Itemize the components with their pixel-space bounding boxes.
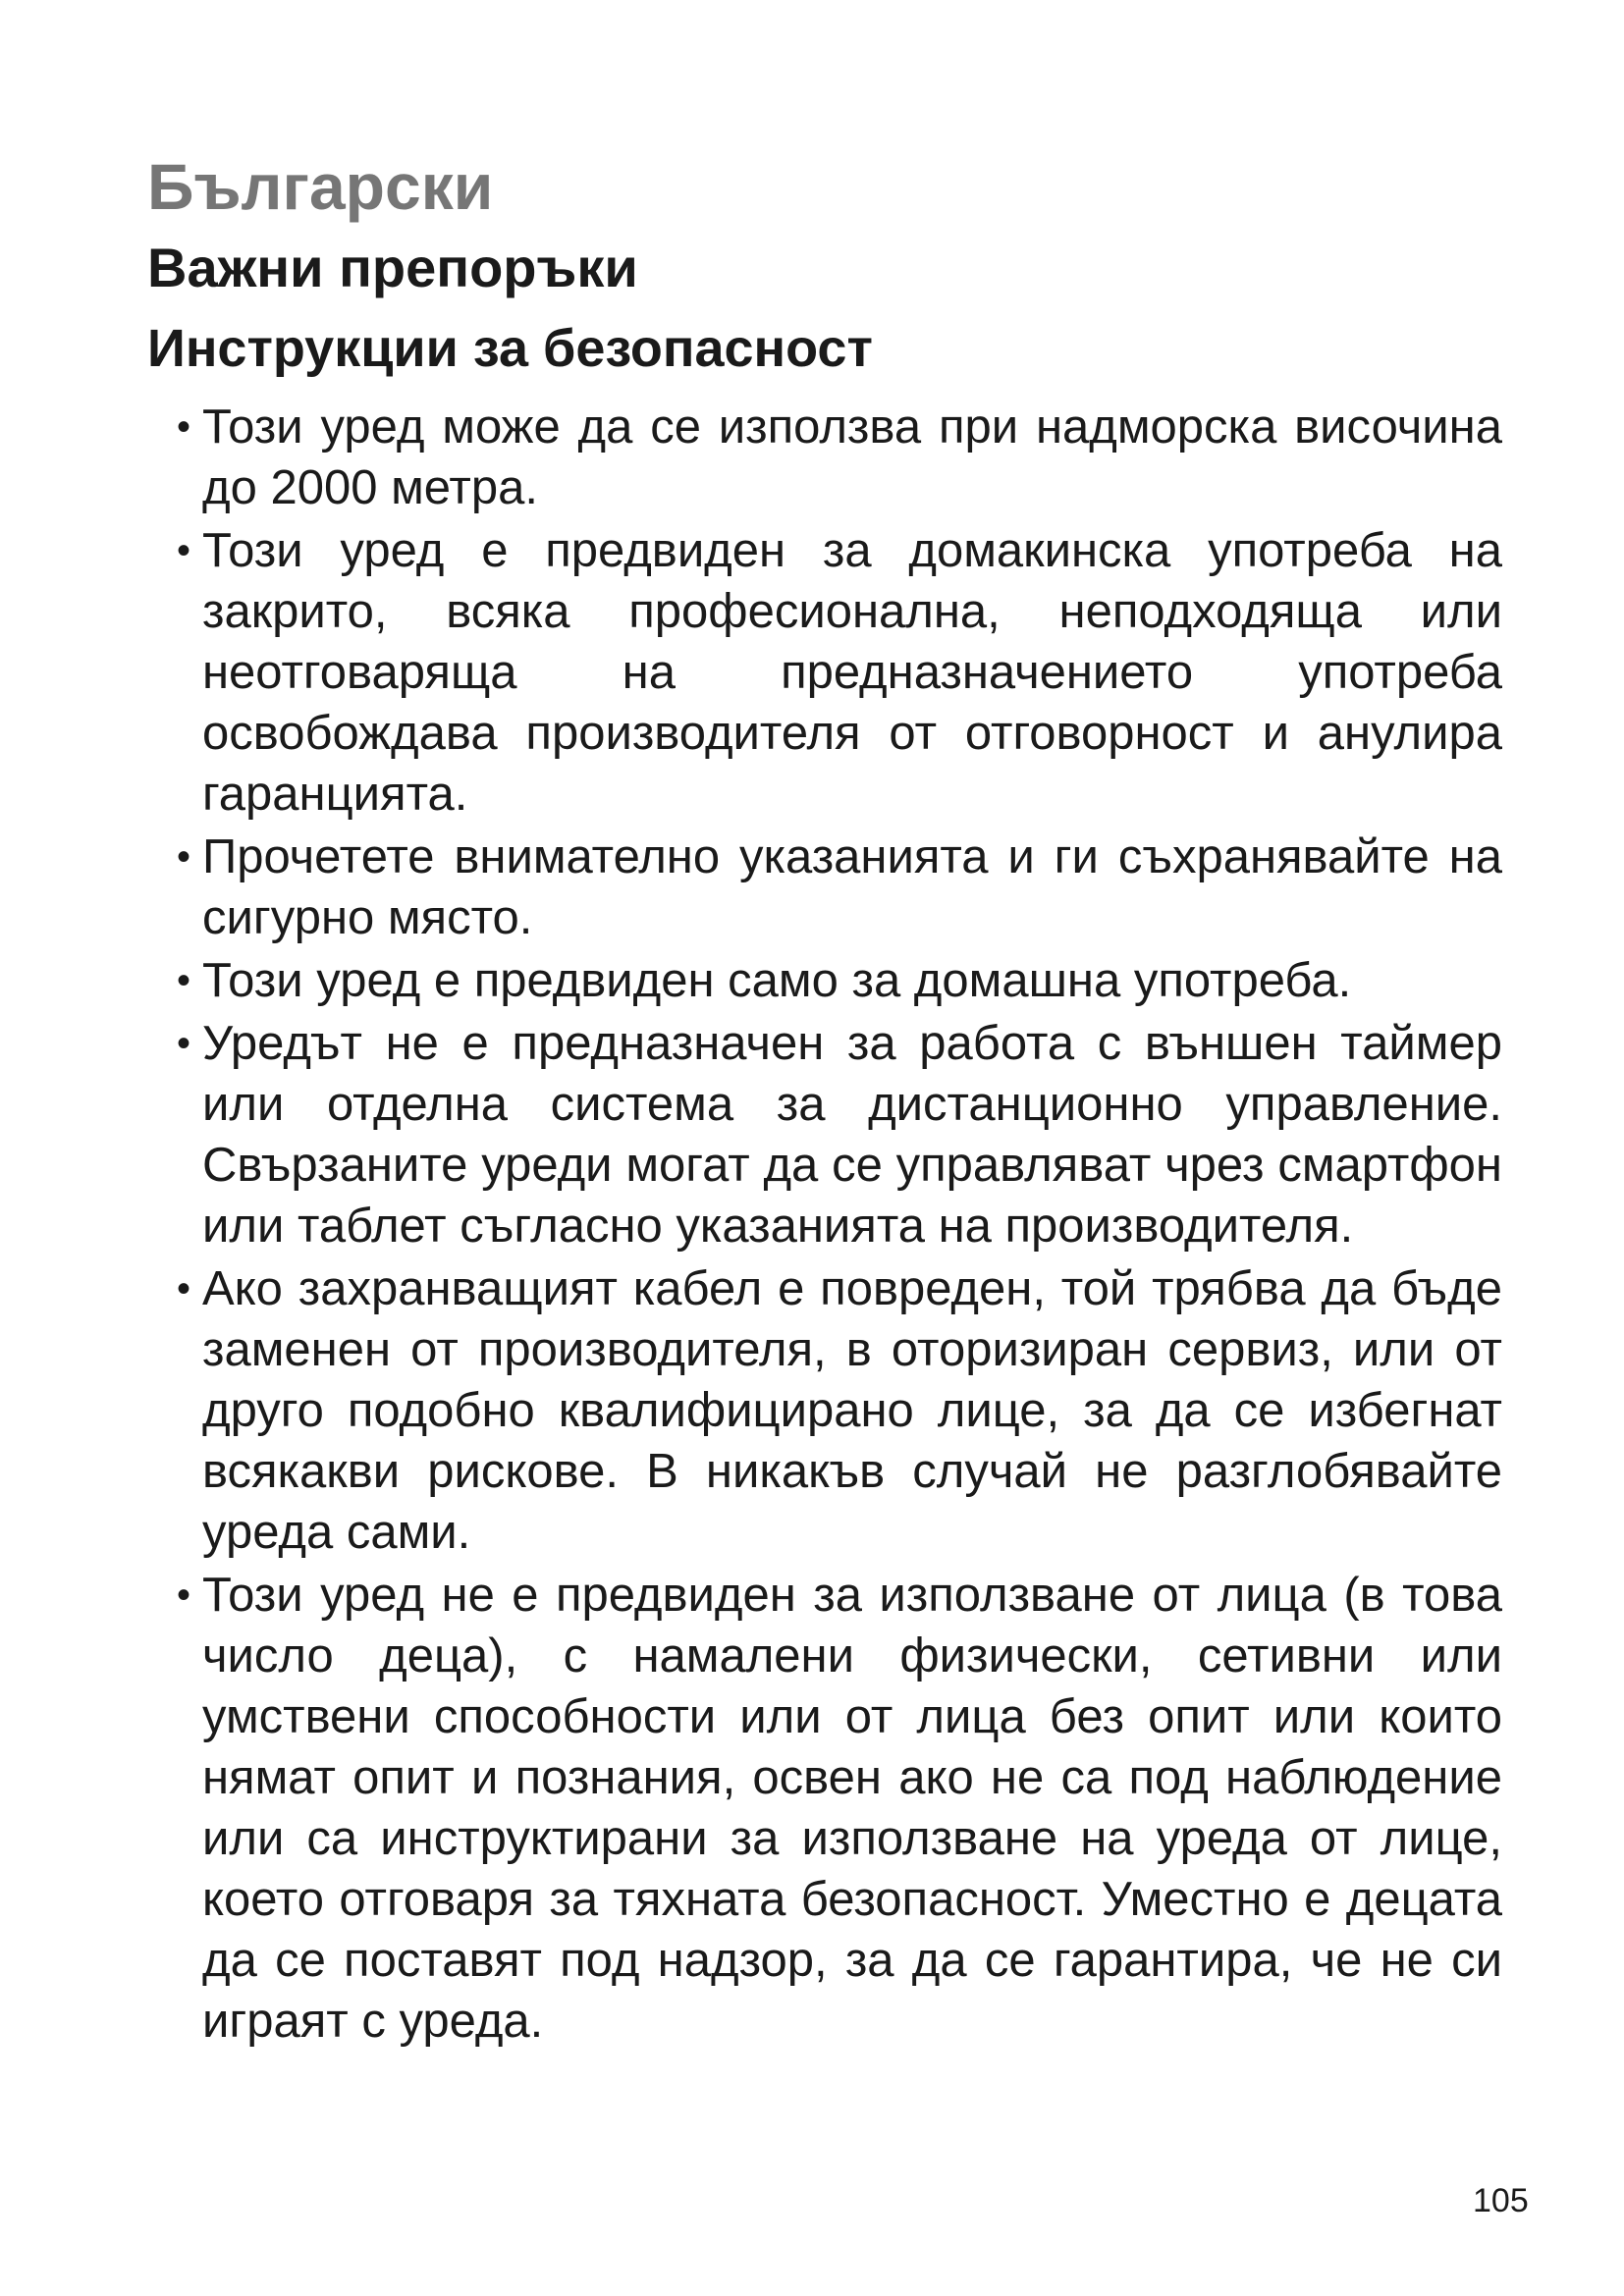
section-heading: Важни препоръки [147,237,638,298]
bullet-icon: • [177,1574,191,1617]
list-item [147,827,1502,948]
list-item-text: Този уред е предвиден само за домашна употреба. [202,954,1352,1007]
document-page [147,147,1502,2054]
bullet-icon: • [177,959,191,1002]
list-item-text: Прочетете внимателно указанията и ги съхранявайте на сигурно място. [202,830,1502,944]
list-item [147,1565,1502,2052]
list-item [147,1013,1502,1256]
subsection-heading: Инструкции за безопасност [147,319,873,378]
list-item-text: Този уред е предвиден за домакинска употреба на закрито, всяка професионална, неподходяща или неотговаряща на предназначението употреба освобождава производителя от отговорност и анулира гаранцията. [202,524,1502,821]
bullet-icon: • [177,1022,191,1065]
language-heading: Български [147,150,494,223]
list-item-text: Ако захранващият кабел е повреден, той трябва да бъде заменен от производителя, в оторизиран сервиз, или от друго подобно квалифицирано лице, за да се избегнат всякакви рискове. В никакъв случай не разглобявайте уреда сами. [202,1262,1502,1559]
list-item-text: Уредът не е предназначен за работа с външен таймер или отделна система за дистанционно управление. Свързаните уреди могат да се управляват чрез смартфон или таблет съгласно указанията на производителя. [202,1017,1502,1253]
bullet-icon: • [177,405,191,449]
list-item [147,950,1502,1011]
list-item-text: Този уред може да се използва при надморска височина до 2000 метра. [202,400,1502,514]
bullet-icon: • [177,835,191,879]
safety-instructions-list [147,397,1502,2052]
list-item [147,520,1502,825]
bullet-icon: • [177,529,191,572]
page-number: 105 [1473,2182,1529,2219]
list-item [147,1258,1502,1563]
bullet-icon: • [177,1267,191,1310]
list-item [147,397,1502,518]
list-item-text: Този уред не е предвиден за използване от лица (в това число деца), с намалени физически, сетивни или умствени способности или от лица без опит или които нямат опит и познания, освен ако не са под наблюдение или са инструктирани за използване на уреда от лице, което отговаря за тяхната безопасност. Уместно е децата да се поставят под надзор, за да се гарантира, че не си играят с уреда. [202,1569,1502,2048]
